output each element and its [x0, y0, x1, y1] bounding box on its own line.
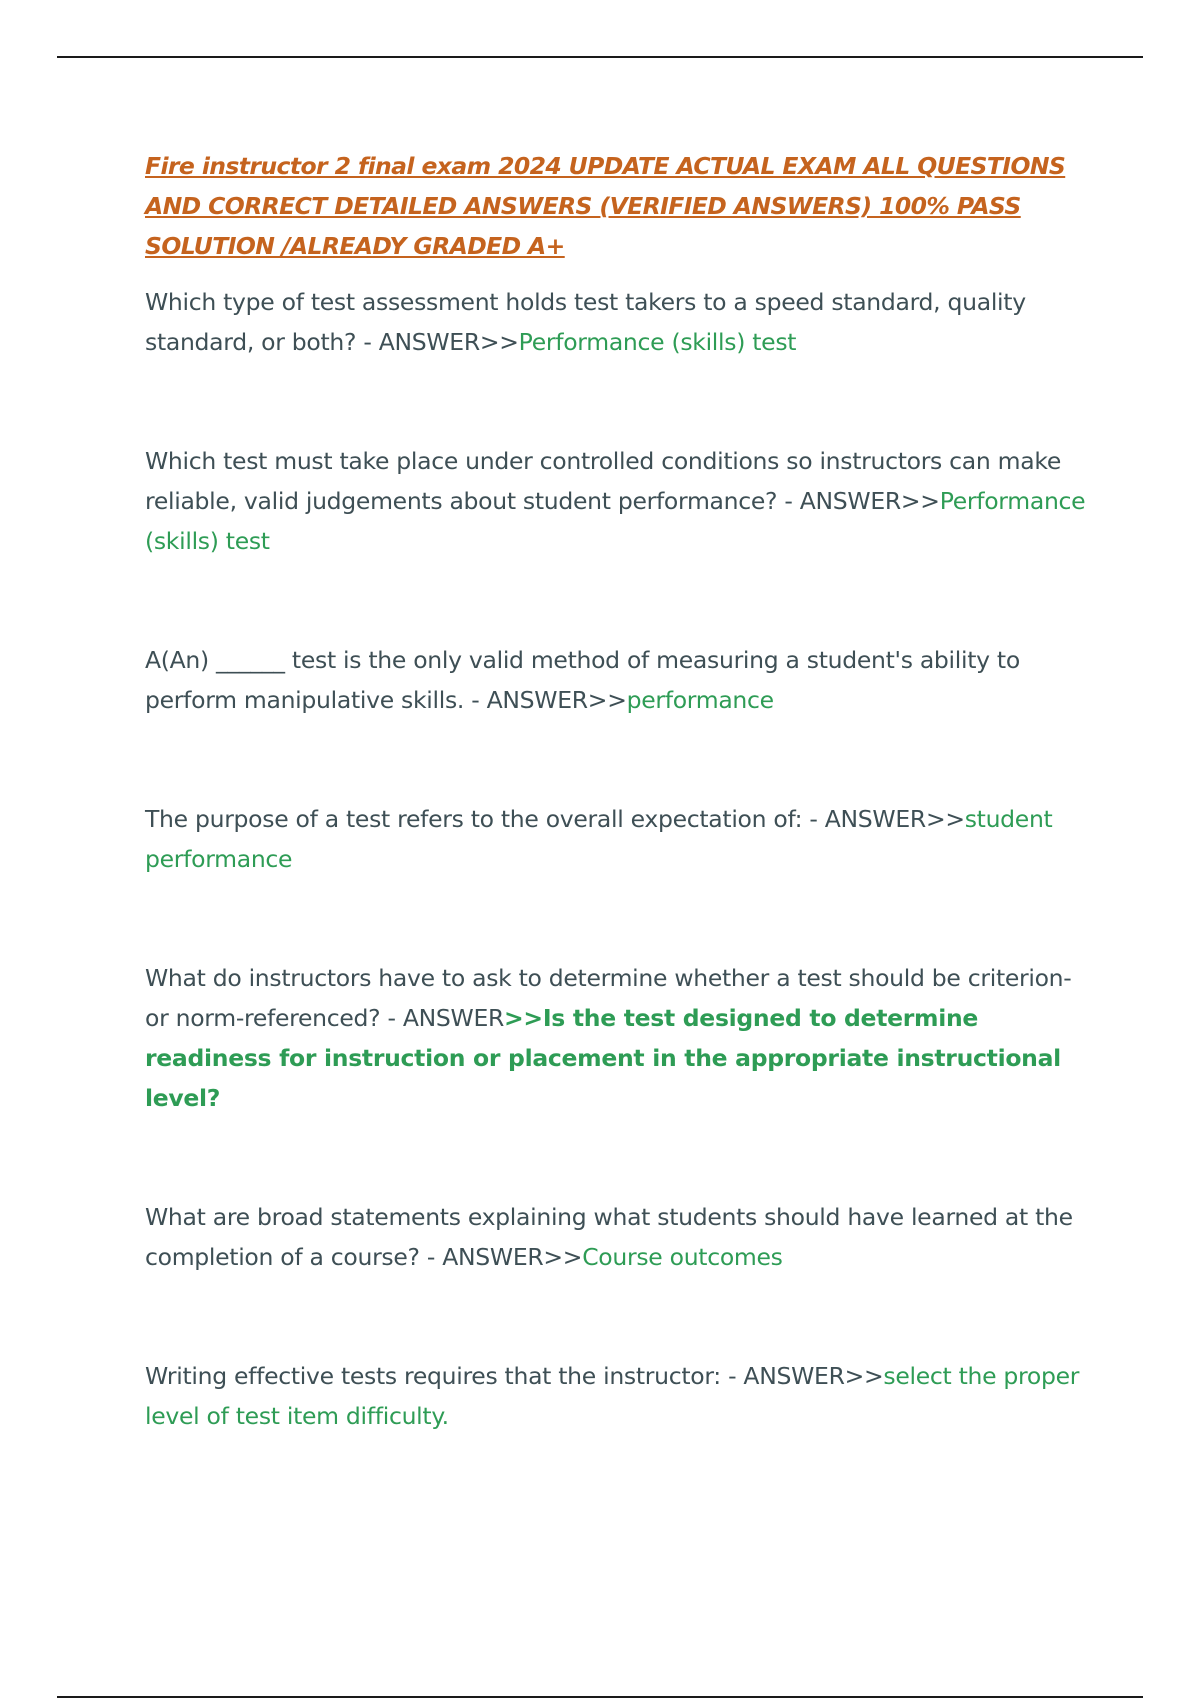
answer-prefix-arrows: >>	[504, 1004, 543, 1032]
answer-text: Course outcomes	[582, 1243, 783, 1271]
answer-text: Performance (skills) test	[145, 487, 1086, 555]
footer-rule	[57, 1696, 1143, 1698]
document-body	[145, 146, 1090, 1436]
answer-prefix: - ANSWER>>	[363, 328, 519, 356]
answer-text: select the proper level of test item difficulty.	[145, 1362, 1080, 1430]
qa-item	[145, 282, 1090, 362]
question-text: A(An) ______ test is the only valid method of measuring a student's ability to perform manipulative skills.	[145, 646, 1020, 714]
answer-text: Is the test designed to determine readiness for instruction or placement in the appropriate instructional level?	[145, 1004, 1061, 1112]
answer-text: performance	[626, 686, 774, 714]
answer-text: student performance	[145, 805, 1053, 873]
answer-prefix: - ANSWER>>	[728, 1362, 884, 1390]
document-title: Fire instructor 2 final exam 2024 UPDATE ACTUAL EXAM ALL QUESTIONS AND CORRECT DETAILED ANSWERS (VERIFIED ANSWERS) 100% PASS SOLUTION /ALREADY GRADED A+	[145, 152, 1066, 260]
qa-item	[145, 1197, 1090, 1277]
header-rule	[57, 56, 1143, 58]
qa-item	[145, 640, 1090, 720]
answer-prefix: - ANSWER>>	[471, 686, 627, 714]
question-text: Writing effective tests requires that the instructor:	[145, 1362, 721, 1390]
answer-prefix: - ANSWER>>	[426, 1243, 583, 1271]
answer-prefix: - ANSWER>>	[809, 805, 965, 833]
qa-item	[145, 958, 1090, 1118]
answer-prefix: - ANSWER	[387, 1004, 505, 1032]
qa-item	[145, 799, 1090, 879]
question-text: Which type of test assessment holds test takers to a speed standard, quality standard, or both?	[145, 288, 1026, 356]
answer-text: Performance (skills) test	[518, 328, 797, 356]
qa-item	[145, 441, 1090, 561]
question-text: What do instructors have to ask to determine whether a test should be criterion- or norm-referenced?	[145, 964, 1072, 1032]
answer-prefix: - ANSWER>>	[784, 487, 940, 515]
question-text: Which test must take place under controlled conditions so instructors can make reliable, valid judgements about student performance?	[145, 447, 1061, 515]
qa-item	[145, 1356, 1090, 1436]
question-text: The purpose of a test refers to the overall expectation of:	[145, 805, 803, 833]
question-text: What are broad statements explaining what students should have learned at the completion of a course?	[145, 1203, 1073, 1271]
